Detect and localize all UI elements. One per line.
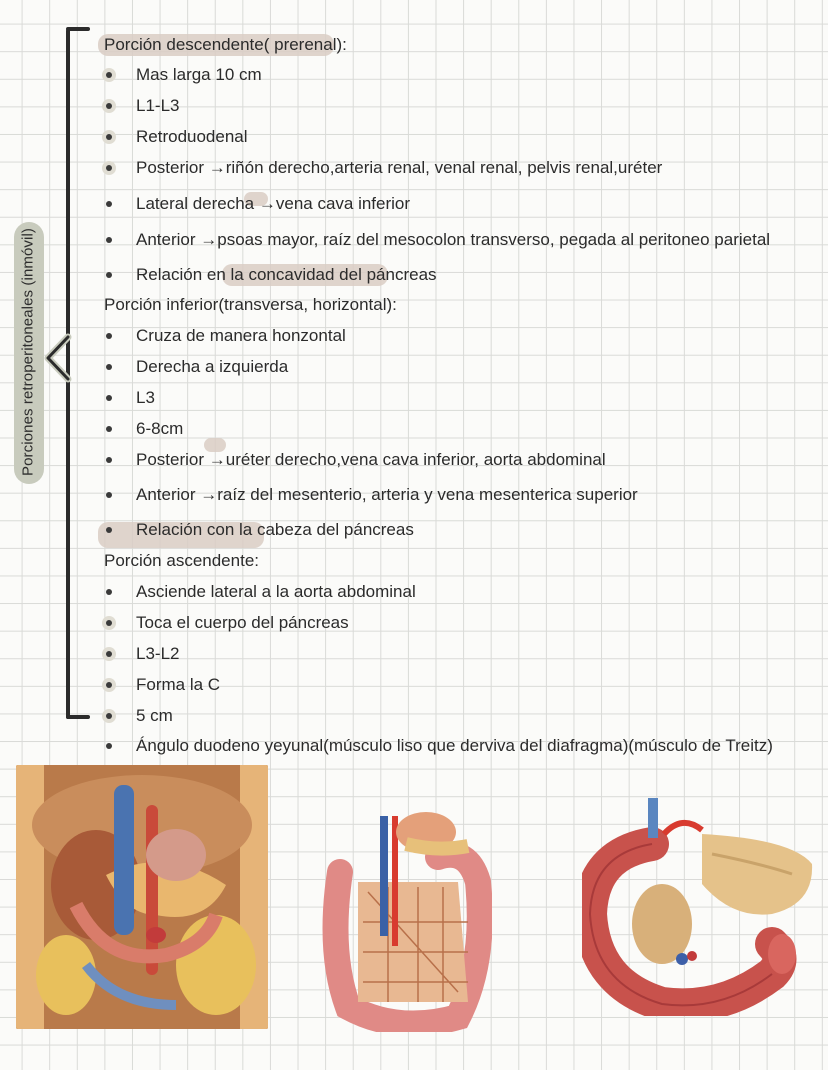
list-item: Cruza de manera honzontal <box>136 326 346 345</box>
bullet <box>106 272 112 278</box>
section-heading: Porción inferior(transversa, horizontal): <box>104 295 397 314</box>
bullet <box>106 620 112 626</box>
list-item: 6-8cm <box>136 419 184 438</box>
list-item: Relación con la cabeza del páncreas <box>136 520 414 539</box>
bullet <box>106 237 112 243</box>
bullet <box>106 201 112 207</box>
list-item: Mas larga 10 cm <box>136 65 262 84</box>
bullet <box>106 426 112 432</box>
list-item: Lateral derecha →vena cava inferior <box>136 194 411 213</box>
list-item: Posterior →uréter derecho,vena cava inferior, aorta abdominal <box>136 450 606 469</box>
bullet <box>106 682 112 688</box>
section-heading: Porción descendente( prerenal): <box>104 35 347 54</box>
list-item: Posterior →riñón derecho,arteria renal, venal renal, pelvis renal,uréter <box>136 158 663 177</box>
bullet <box>106 713 112 719</box>
list-item: Derecha a izquierda <box>136 357 289 376</box>
bullet <box>106 134 112 140</box>
list-item: Relación en la concavidad del páncreas <box>136 265 437 284</box>
bullet <box>106 395 112 401</box>
list-item: Anterior →psoas mayor, raíz del mesocolon transverso, pegada al peritoneo parietal <box>136 230 771 249</box>
list-item: Ángulo duodeno yeyunal(músculo liso que derviva del diafragma)(músculo de Treitz) <box>136 736 773 755</box>
bracket-notch <box>42 333 82 383</box>
colon-mesentery-illustration <box>318 802 492 1032</box>
bullet <box>106 651 112 657</box>
bullet <box>106 103 112 109</box>
abdominal-cavity-illustration <box>16 765 268 1029</box>
bullet <box>106 492 112 498</box>
list-item: Asciende lateral a la aorta abdominal <box>136 582 416 601</box>
side-label: Porciones retroperitoneales (inmóvil) <box>19 228 37 476</box>
list-item: Anterior →raíz del mesenterio, arteria y vena mesenterica superior <box>136 485 638 504</box>
duodenum-pancreas-illustration <box>582 794 818 1016</box>
bracket-bottom <box>66 715 90 719</box>
list-item: 5 cm <box>136 706 173 725</box>
bullet <box>106 333 112 339</box>
section-heading: Porción ascendente: <box>104 551 259 570</box>
bullet <box>106 165 112 171</box>
list-item: L1-L3 <box>136 96 180 115</box>
bullet <box>106 72 112 78</box>
bullet <box>106 364 112 370</box>
bullet <box>106 589 112 595</box>
list-item: Toca el cuerpo del páncreas <box>136 613 349 632</box>
bullet <box>106 743 112 749</box>
list-item: Forma la C <box>136 675 221 694</box>
bullet <box>106 527 112 533</box>
list-item: L3 <box>136 388 155 407</box>
list-item: Retroduodenal <box>136 127 248 146</box>
list-item: L3-L2 <box>136 644 180 663</box>
bullet <box>106 457 112 463</box>
bracket-top <box>66 27 90 31</box>
